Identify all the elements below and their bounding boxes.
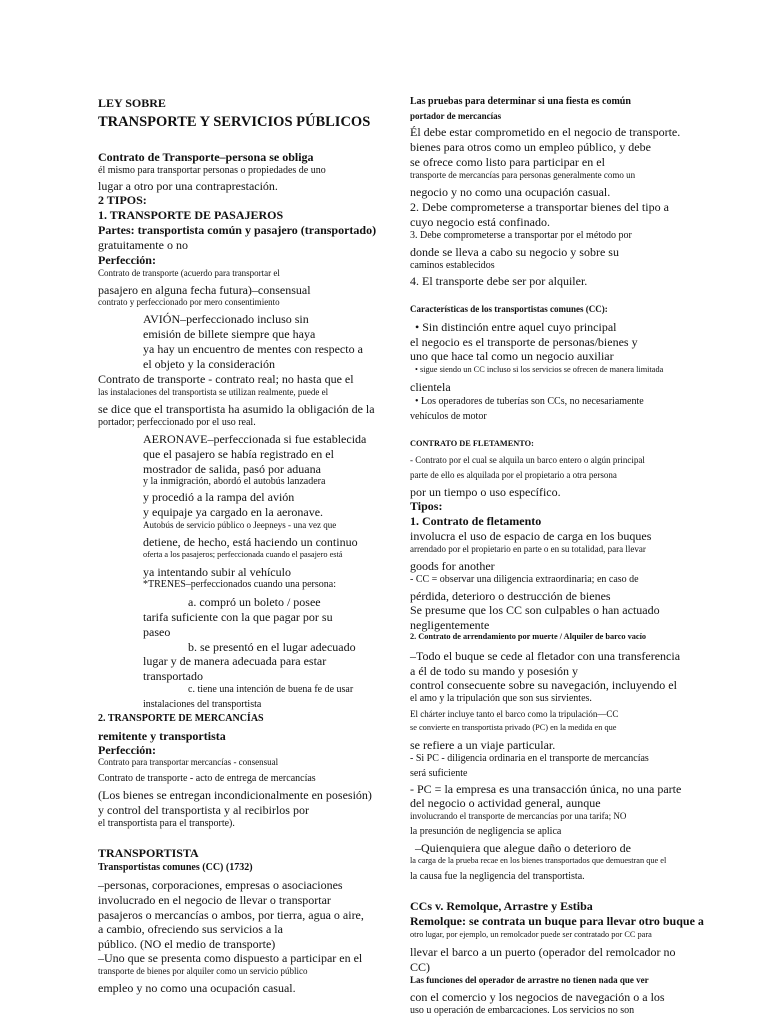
right-text-line: a él de todo su mando y posesión y <box>410 664 578 678</box>
left-text-line: ya intentando subir al vehículo <box>143 565 291 579</box>
left-text-line: AVIÓN–perfeccionado incluso sin <box>143 312 309 326</box>
right-text-line: involucra el uso de espacio de carga en los buques <box>410 529 652 543</box>
left-text-line: remitente y transportista <box>98 729 226 743</box>
left-text-line: Transportistas comunes (CC) (1732) <box>98 862 253 873</box>
left-text-line: transportado <box>143 669 203 683</box>
right-text-line: será suficiente <box>410 768 468 779</box>
left-text-line: pasajero en alguna fecha futura)–consensual <box>98 283 311 297</box>
right-text-line: transporte de mercancías para personas generalmente como un <box>410 170 636 180</box>
right-text-line: pérdida, deterioro o destrucción de bienes <box>410 589 611 603</box>
right-text-line: 1. Contrato de fletamento <box>410 514 542 528</box>
right-text-line: Las funciones del operador de arrastre no tienen nada que ver <box>410 975 649 985</box>
left-text-line: instalaciones del transportista <box>143 699 262 710</box>
left-text-line: tarifa suficiente con la que pagar por su <box>143 610 333 624</box>
right-text-line: CONTRATO DE FLETAMENTO: <box>410 439 534 448</box>
right-text-line: se refiere a un viaje particular. <box>410 738 556 752</box>
right-text-line: Se presume que los CC son culpables o han actuado <box>410 603 660 617</box>
left-text-line: *TRENES–perfeccionados cuando una persona: <box>143 579 336 590</box>
right-text-line: CCs v. Remolque, Arrastre y Estiba <box>410 899 593 913</box>
right-text-line: el negocio es el transporte de personas/bienes y <box>410 335 638 349</box>
right-text-line: se ofrece como listo para participar en el <box>410 155 605 169</box>
left-text-line: –personas, corporaciones, empresas o asociaciones <box>98 878 343 892</box>
right-text-line: uso u operación de embarcaciones. Los servicios no son <box>410 1005 635 1016</box>
right-text-line: el amo y la tripulación que son sus sirvientes. <box>410 693 592 704</box>
right-text-line: portador de mercancías <box>410 111 502 121</box>
left-text-line: lugar a otro por una contraprestación. <box>98 179 278 193</box>
left-text-line: Partes: transportista común y pasajero (transportado) <box>98 223 377 237</box>
right-text-line: la causa fue la negligencia del transportista. <box>410 871 585 882</box>
right-text-line: Tipos: <box>410 499 443 513</box>
right-text-line: Las pruebas para determinar si una fiesta es común <box>410 96 631 107</box>
right-text-line: 2. Debe comprometerse a transportar bienes del tipo a <box>410 200 669 214</box>
right-text-line: negligentemente <box>410 618 490 632</box>
left-text-line: Perfección: <box>98 743 156 757</box>
right-text-line: El chárter incluye tanto el barco como la tripulación—CC <box>410 709 619 719</box>
right-text-line: arrendado por el propietario en parte o en su totalidad, para llevar <box>410 544 646 554</box>
left-text-line: Contrato de transporte - acto de entrega de mercancías <box>98 773 316 784</box>
right-text-line: Él debe estar comprometido en el negocio de transporte. <box>410 125 681 139</box>
right-text-line: se convierte en transportista privado (PC) en la medida en que <box>410 723 617 732</box>
left-text-line: 1. TRANSPORTE DE PASAJEROS <box>98 208 284 222</box>
left-text-line: Autobús de servicio público o Jeepneys - una vez que <box>143 520 337 530</box>
left-text-line: (Los bienes se entregan incondicionalmente en posesión) <box>98 788 372 802</box>
left-text-line: se dice que el transportista ha asumido la obligación de la <box>98 402 375 416</box>
left-text-line: que el pasajero se había registrado en el <box>143 447 334 461</box>
left-text-line: AERONAVE–perfeccionada si fue establecida <box>143 432 367 446</box>
left-text-line: mostrador de salida, pasó por aduana <box>143 462 321 476</box>
left-text-line: paseo <box>143 625 171 639</box>
left-text-line: a. compró un boleto / posee <box>188 595 321 609</box>
right-text-line: con el comercio y los negocios de navegación o a los <box>410 990 665 1004</box>
left-text-line: Contrato de Transporte–persona se obliga <box>98 150 314 164</box>
right-text-line: por un tiempo o uso específico. <box>410 485 561 499</box>
left-text-line: Contrato para transportar mercancías - consensual <box>98 757 279 767</box>
left-text-line: el transportista para el transporte). <box>98 818 235 829</box>
left-text-line: él mismo para transportar personas o propiedades de uno <box>98 165 326 176</box>
right-text-line: negocio y no como una ocupación casual. <box>410 185 611 199</box>
right-text-line: CC) <box>410 960 431 974</box>
left-text-line: transporte de bienes por alquiler como un servicio público <box>98 966 308 976</box>
left-text-line: público. (NO el medio de transporte) <box>98 937 276 951</box>
left-text-line: detiene, de hecho, está haciendo un continuo <box>143 535 358 549</box>
right-text-line: - Contrato por el cual se alquila un barco entero o algún principal <box>410 455 645 465</box>
right-text-line: • Los operadores de tuberías son CCs, no necesariamente <box>415 396 644 407</box>
left-text-line: y control del transportista y al recibirlos por <box>98 803 309 817</box>
right-text-line: - CC = observar una diligencia extraordinaria; en caso de <box>410 574 639 585</box>
left-text-line: el objeto y la consideración <box>143 357 275 371</box>
right-text-line: involucrando el transporte de mercancías por una tarifa; NO <box>410 811 627 821</box>
right-text-line: Características de los transportistas comunes (CC): <box>410 304 608 314</box>
right-text-line: llevar el barco a un puerto (operador del remolcador no <box>410 945 676 959</box>
right-text-line: caminos establecidos <box>410 260 495 271</box>
left-text-line: Contrato de transporte (acuerdo para transportar el <box>98 268 280 278</box>
right-text-line: Remolque: se contrata un buque para llevar otro buque a <box>410 914 704 928</box>
left-text-line: y equipaje ya cargado en la aeronave. <box>143 505 324 519</box>
left-text-line: b. se presentó en el lugar adecuado <box>188 640 356 654</box>
right-text-line: –Quienquiera que alegue daño o deterioro de <box>415 841 631 855</box>
left-text-line: gratuitamente o no <box>98 238 188 252</box>
right-text-line: otro lugar, por ejemplo, un remolcador puede ser contratado por CC para <box>410 930 652 939</box>
right-text-line: 3. Debe comprometerse a transportar por el método por <box>410 230 632 241</box>
left-text-line: lugar y de manera adecuada para estar <box>143 654 327 668</box>
left-text-line: TRANSPORTISTA <box>98 846 199 860</box>
left-text-line: 2 TIPOS: <box>98 193 147 207</box>
right-text-line: parte de ello es alquilada por el propietario a otra persona <box>410 470 617 480</box>
right-text-line: clientela <box>410 380 451 394</box>
right-text-line: vehículos de motor <box>410 411 487 422</box>
right-text-line: • sigue siendo un CC incluso si los servicios se ofrecen de manera limitada <box>415 365 664 374</box>
left-text-line: –Uno que se presenta como dispuesto a participar en el <box>98 951 363 965</box>
right-text-line: –Todo el buque se cede al fletador con una transferencia <box>410 649 681 663</box>
right-text-line: 4. El transporte debe ser por alquiler. <box>410 274 588 288</box>
right-text-line: del negocio o actividad general, aunque <box>410 796 601 810</box>
right-text-line: control consecuente sobre su navegación, incluyendo el <box>410 678 677 692</box>
left-text-line: empleo y no como una ocupación casual. <box>98 981 296 995</box>
left-text-line: TRANSPORTE Y SERVICIOS PÚBLICOS <box>98 114 371 130</box>
left-text-line: emisión de billete siempre que haya <box>143 327 316 341</box>
left-text-line: LEY SOBRE <box>98 96 166 110</box>
left-text-line: involucrado en el negocio de llevar o transportar <box>98 893 331 907</box>
right-text-line: cuyo negocio está confinado. <box>410 215 550 229</box>
right-text-line: 2. Contrato de arrendamiento por muerte / Alquiler de barco vacío <box>410 632 647 641</box>
left-text-line: y procedió a la rampa del avión <box>143 490 295 504</box>
left-text-line: y la inmigración, abordó el autobús lanzadera <box>143 476 326 487</box>
right-text-line: - Si PC - diligencia ordinaria en el transporte de mercancías <box>410 753 649 764</box>
right-text-line: donde se lleva a cabo su negocio y sobre su <box>410 245 619 259</box>
right-text-line: - PC = la empresa es una transacción única, no una parte <box>410 782 682 796</box>
left-text-line: las instalaciones del transportista se utilizan realmente, puede el <box>98 387 329 397</box>
left-text-line: Perfección: <box>98 253 156 267</box>
right-text-line: la presunción de negligencia se aplica <box>410 826 562 837</box>
left-text-line: contrato y perfeccionado por mero consentimiento <box>98 297 280 307</box>
left-text-line: Contrato de transporte - contrato real; no hasta que el <box>98 372 354 386</box>
left-text-line: c. tiene una intención de buena fe de usar <box>188 684 354 695</box>
left-text-line: ya hay un encuentro de mentes con respecto a <box>143 342 363 356</box>
right-text-line: • Sin distinción entre aquel cuyo principal <box>415 320 617 334</box>
right-text-line: bienes para otros como un empleo público, y debe <box>410 140 651 154</box>
left-text-line: 2. TRANSPORTE DE MERCANCÍAS <box>98 713 264 724</box>
right-text-line: uno que hace tal como un negocio auxiliar <box>410 349 614 363</box>
left-text-line: oferta a los pasajeros; perfeccionada cuando el pasajero está <box>143 550 343 559</box>
left-text-line: pasajeros o mercancías o ambos, por tierra, agua o aire, <box>98 908 364 922</box>
right-text-line: goods for another <box>410 559 495 573</box>
left-text-line: portador; perfeccionado por el uso real. <box>98 417 256 428</box>
right-text-line: la carga de la prueba recae en los bienes transportados que demuestran que el <box>410 856 667 865</box>
left-text-line: a cambio, ofreciendo sus servicios a la <box>98 922 283 936</box>
